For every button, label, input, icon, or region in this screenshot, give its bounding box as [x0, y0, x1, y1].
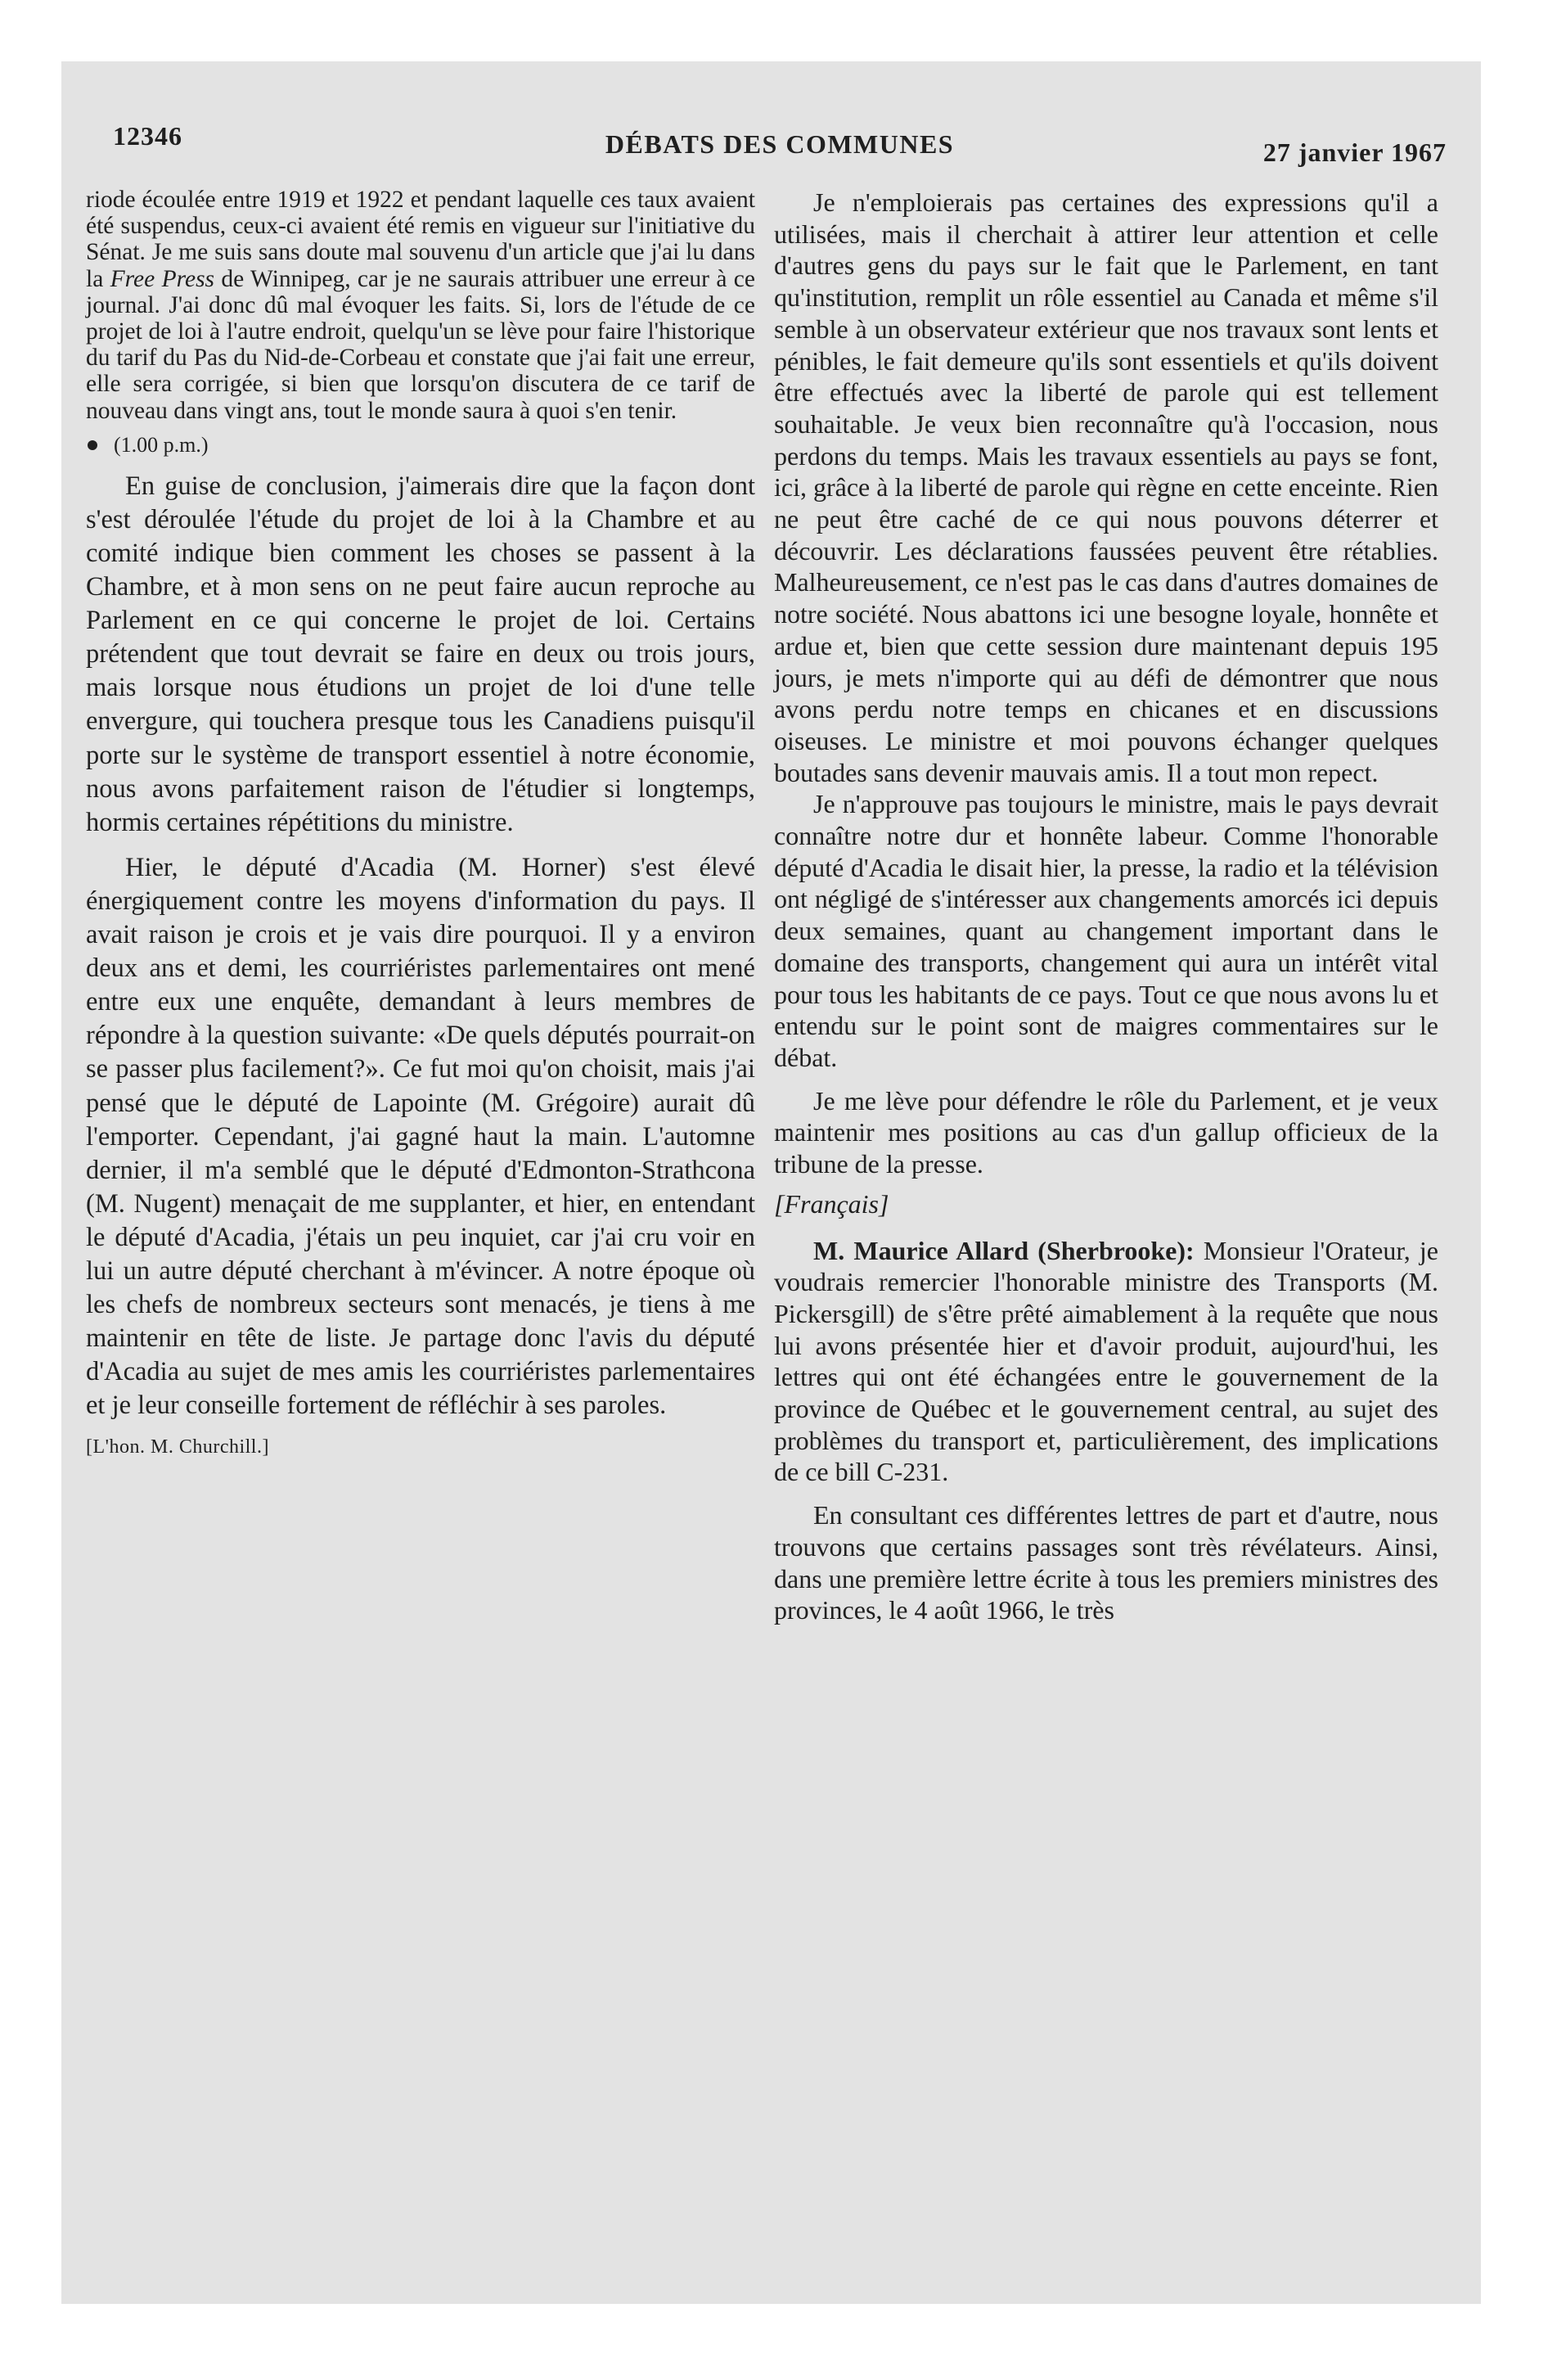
paragraph-continued [86, 187, 755, 424]
language-tag: [Français] [774, 1188, 889, 1219]
paragraph-text: riode écoulée entre 1919 et 1922 et pendant laquelle ces taux avaient été suspendus, ceux-ci avaient été remis en vigueur sur l'initiative du Sénat. Je me suis sans doute mal souvenu d'un article que j'ai lu dans la [86, 187, 755, 292]
header-date: 27 janvier 1967 [1262, 137, 1447, 167]
page-header [113, 121, 1447, 170]
speaker-name: M. Maurice Allard (Sherbrooke): [813, 1235, 1195, 1265]
time-text: (1.00 p.m.) [114, 432, 209, 457]
paragraph: Je n'emploierais pas certaines des expressions qu'il a utilisées, mais il cherchait à attirer leur attention et celle d'autres gens du pays sur le fait que le Parlement, en tant qu'institution, remplit un rôle essentiel au Canada et même s'il semble à un observateur extérieur que nos travaux sont lents et pénibles, le fait demeure qu'ils sont essentiels et qu'ils doivent être effectués avec la liberté de parole qui est tellement souhaitable. Je veux bien reconnaître qu'à l'occasion, nous perdons du temps. Mais les travaux essentiels au pays se font, ici, grâce à la liberté de parole qui règne en cette enceinte. Rien ne peut être caché de ce qui nous pouvons déterrer et découvrir. Les déclarations faussées peuvent être rétablies. Malheureusement, ce n'est pas le cas dans d'autres domaines de notre société. Nous abattons ici une besogne loyale, honnête et ardue et, bien que cette session dure maintenant depuis 195 jours, je mets n'importe qui au défi de démontrer que nous avons perdu notre temps en chicanes et en discussions oiseuses. Le ministre et moi pouvons échanger quelques boutades sans devenir mauvais amis. Il a tout mon repect. [774, 187, 1439, 787]
newspaper-name: Free Press [110, 265, 215, 292]
paragraph: En consultant ces différentes lettres de part et d'autre, nous trouvons que certains passages sont très révélateurs. Ainsi, dans une première lettre écrite à tous les premiers ministres des provinces, le 4 août 1966, le très [774, 1500, 1438, 1625]
paragraph-text: Monsieur l'Orateur, je voudrais remercier l'honorable ministre des Transports (M. Pickersgill) de s'être prêté aimablement à la requête que nous lui avons présentée hier et d'avoir produit, aujourd'hui, les lettres qui ont été échangées entre le gouvernement de la province de Québec et le gouvernement central, au sujet des problèmes du transport et, particulièrement, des implications de ce bill C-231. [774, 1235, 1438, 1487]
running-title: DÉBATS DES COMMUNES [605, 129, 955, 159]
bullet-icon [88, 440, 97, 450]
paragraph-text: de Winnipeg, car je ne saurais attribuer une erreur à ce journal. J'ai donc dû mal évoquer les faits. Si, lors de l'étude de ce projet de loi à l'autre endroit, quelqu'un se lève pour faire l'historique du tarif du Pas du Nid-de-Corbeau et constate que j'ai fait une erreur, elle sera corrigée, si bien que lorsqu'on discutera de ce tarif de nouveau dans vingt ans, tout le monde saura à quoi s'en tenir. [86, 265, 755, 424]
paragraph: Je n'approuve pas toujours le ministre, mais le pays devrait connaître notre dur et honnête labeur. Comme l'honorable député d'Acadia le disait hier, la presse, la radio et la télévision ont négligé de s'intéresser aux changements amorcés ici depuis deux semaines, quant au changement important dans le domaine des transports, changement qui aura un intérêt vital pour tous les habitants de ce pays. Tout ce que nous avons lu et entendu sur le point sont de maigres commentaires sur le débat. [774, 789, 1438, 1072]
page-number: 12346 [113, 121, 182, 151]
paragraph: Hier, le député d'Acadia (M. Horner) s'est élevé énergiquement contre les moyens d'information du pays. Il avait raison je crois et je vais dire pourquoi. Il y a environ deux ans et demi, les courriéristes parlementaires ont mené entre eux une enquête, demandant à leurs membres de répondre à la question suivante: «De quels députés pourrait-on se passer plus facilement?». Ce fut moi qu'on choisit, mais j'ai pensé que le député de Lapointe (M. Grégoire) aurait dû l'emporter. Cependant, j'ai gagné haut la main. L'automne dernier, il m'a semblé que le député d'Edmonton-Strathcona (M. Nugent) menaçait de me supplanter, et hier, en entendant le député d'Acadia, j'étais un peu inquiet, car j'ai cru voir en lui un autre député cherchant à m'évincer. A notre époque où les chefs de nombreux secteurs sont menacés, je tiens à me maintenir en tête de liste. Je partage donc l'avis du député d'Acadia au sujet de mes amis les courriéristes parlementaires et je leur conseille fortement de réfléchir à ses paroles. [86, 852, 755, 1421]
time-marker [86, 432, 755, 458]
speaker-attribution: [L'hon. M. Churchill.] [86, 1436, 269, 1458]
left-column [86, 187, 755, 1460]
right-column [774, 187, 1438, 1626]
paragraph: En guise de conclusion, j'aimerais dire que la façon dont s'est déroulée l'étude du projet de loi à la Chambre et au comité indique bien comment les choses se passent à la Chambre, et à mon sens on ne peut faire aucun reproche au Parlement en ce qui concerne le projet de loi. Certains prétendent que tout devrait se faire en deux ou trois jours, mais lorsque nous étudions un projet de loi d'une telle envergure, qui touchera presque tous les Canadiens puisqu'il porte sur le système de transport essentiel à notre économie, nous avons parfaitement raison de l'étudier si longtemps, hormis certaines répétitions du ministre. [86, 471, 755, 837]
paragraph: Je me lève pour défendre le rôle du Parlement, et je veux maintenir mes positions au cas d'un gallup officieux de la tribune de la presse. [774, 1085, 1438, 1179]
paragraph [774, 1235, 1438, 1489]
